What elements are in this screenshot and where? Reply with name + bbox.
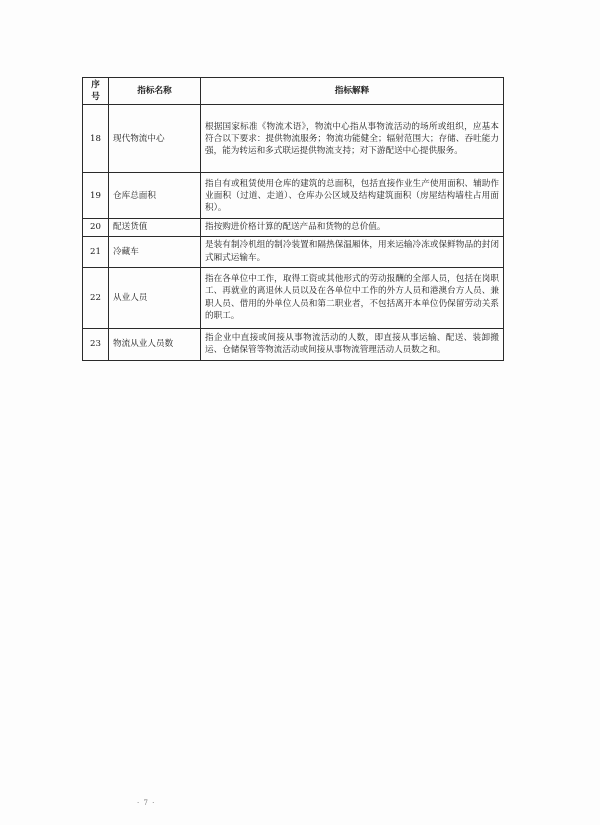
row-indicator-name: 现代物流中心 <box>109 105 201 173</box>
header-indicator-explanation: 指标解释 <box>201 78 504 105</box>
row-indicator-name: 物流从业人员数 <box>109 328 201 360</box>
row-indicator-explanation: 指自有或租赁使用仓库的建筑的总面积，包括直接作业生产使用面积、辅助作业面积（过道、走道）、仓库办公区域及结构建筑面积（房屋结构墙柱占用面积）。 <box>201 173 504 219</box>
header-serial-number: 序号 <box>83 78 109 105</box>
row-number: 23 <box>83 328 109 360</box>
row-indicator-explanation: 根据国家标准《物流术语》，物流中心指从事物流活动的场所或组织，应基本符合以下要求：提供物流服务；物流功能健全；辐射范围大；存储、吞吐能力强，能为转运和多式联运提供物流支持；对下游配送中心提供服务。 <box>201 105 504 173</box>
row-indicator-name: 从业人员 <box>109 267 201 328</box>
row-indicator-explanation: 指在各单位中工作，取得工资或其他形式的劳动报酬的全部人员，包括在岗职工、再就业的离退休人员以及在各单位中工作的外方人员和港澳台方人员、兼职人员、借用的外单位人员和第二职业者，不包括离开本单位仍保留劳动关系的职工。 <box>201 267 504 328</box>
table-row <box>83 328 504 360</box>
row-number: 18 <box>83 105 109 173</box>
row-number: 22 <box>83 267 109 328</box>
row-indicator-name: 冷藏车 <box>109 236 201 267</box>
row-indicator-name: 配送货值 <box>109 219 201 236</box>
indicator-definition-table <box>82 77 504 361</box>
table-header-row <box>83 78 504 105</box>
page-number: · 7 · <box>137 799 156 807</box>
header-indicator-name: 指标名称 <box>109 78 201 105</box>
table-row <box>83 105 504 173</box>
row-number: 21 <box>83 236 109 267</box>
row-indicator-explanation: 是装有制冷机组的制冷装置和隔热保温厢体，用来运输冷冻或保鲜物品的封闭式厢式运输车。 <box>201 236 504 267</box>
row-number: 20 <box>83 219 109 236</box>
row-number: 19 <box>83 173 109 219</box>
table-row <box>83 173 504 219</box>
row-indicator-explanation: 指按购进价格计算的配送产品和货物的总价值。 <box>201 219 504 236</box>
row-indicator-name: 仓库总面积 <box>109 173 201 219</box>
row-indicator-explanation: 指企业中直接或间接从事物流活动的人数，即直接从事运输、配送、装卸搬运、仓储保管等物流活动或间接从事物流管理活动人员数之和。 <box>201 328 504 360</box>
table-row <box>83 267 504 328</box>
table-row <box>83 219 504 236</box>
table-row <box>83 236 504 267</box>
